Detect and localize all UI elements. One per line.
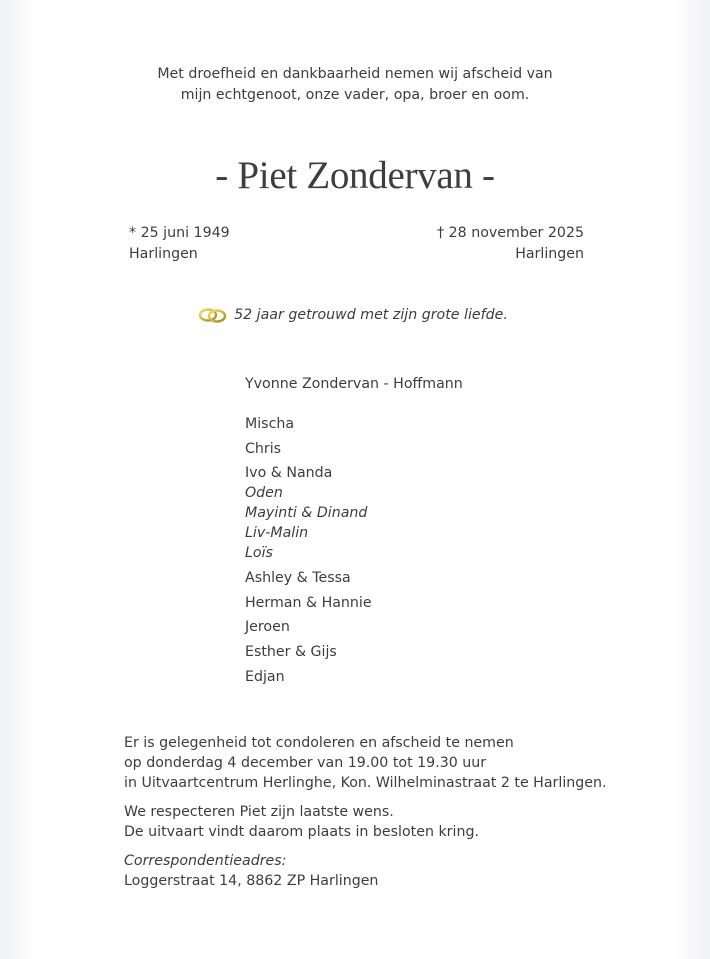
family-member: Ashley & Tessa [245,570,351,587]
family-member: Mischa [245,416,295,432]
wish-line: We respecteren Piet zijn laatste wens. [124,804,394,820]
birth-date: * 25 juni 1949 [129,225,230,241]
death-place: Harlingen [515,245,584,262]
spouse-name: Yvonne Zondervan - Hoffmann [245,376,463,392]
ceremony-line: Er is gelegenheid tot condoleren en afscheid te nemen [124,735,514,751]
grandchild: Oden [245,485,283,502]
ceremony-text [124,733,607,793]
intro-line: Met droefheid en dankbaarheid nemen wij afscheid van [157,66,553,82]
grandchild: Mayinti & Dinand [245,505,368,522]
intro-text [0,64,710,105]
family-list [245,374,463,691]
deceased-name: - Piet Zondervan - [215,154,495,197]
ceremony-line: in Uitvaartcentrum Herlinghe, Kon. Wilhelminastraat 2 te Harlingen. [124,775,607,791]
correspondence-address [124,851,607,891]
grandchild: Loïs [245,545,273,562]
family-member: Chris [245,440,282,457]
birth-info [129,223,230,264]
wish-line: De uitvaart vindt daarom plaats in besloten kring. [124,824,479,840]
family-member: Esther & Gijs [245,643,337,660]
family-member: Ivo & Nanda [245,465,333,482]
family-member: Jeroen [245,619,290,636]
correspondence-value: Loggerstraat 14, 8862 ZP Harlingen [124,873,379,889]
correspondence-label: Correspondentieadres: [124,853,287,869]
intro-line: mijn echtgenoot, onze vader, opa, broer en oom. [180,86,530,103]
birth-place: Harlingen [129,245,198,262]
death-date: † 28 november 2025 [437,225,584,241]
marriage-line [0,305,710,325]
wish-text [124,802,607,842]
wedding-rings-icon [198,306,228,324]
family-member: Edjan [245,668,285,685]
ceremony-line: op donderdag 4 december van 19.00 tot 19.30 uur [124,755,487,771]
family-member: Herman & Hannie [245,594,372,611]
marriage-text: 52 jaar getrouwd met zijn grote liefde. [234,307,508,323]
death-info [437,223,584,264]
funeral-info [124,733,607,891]
grandchild: Liv-Malin [245,525,309,542]
